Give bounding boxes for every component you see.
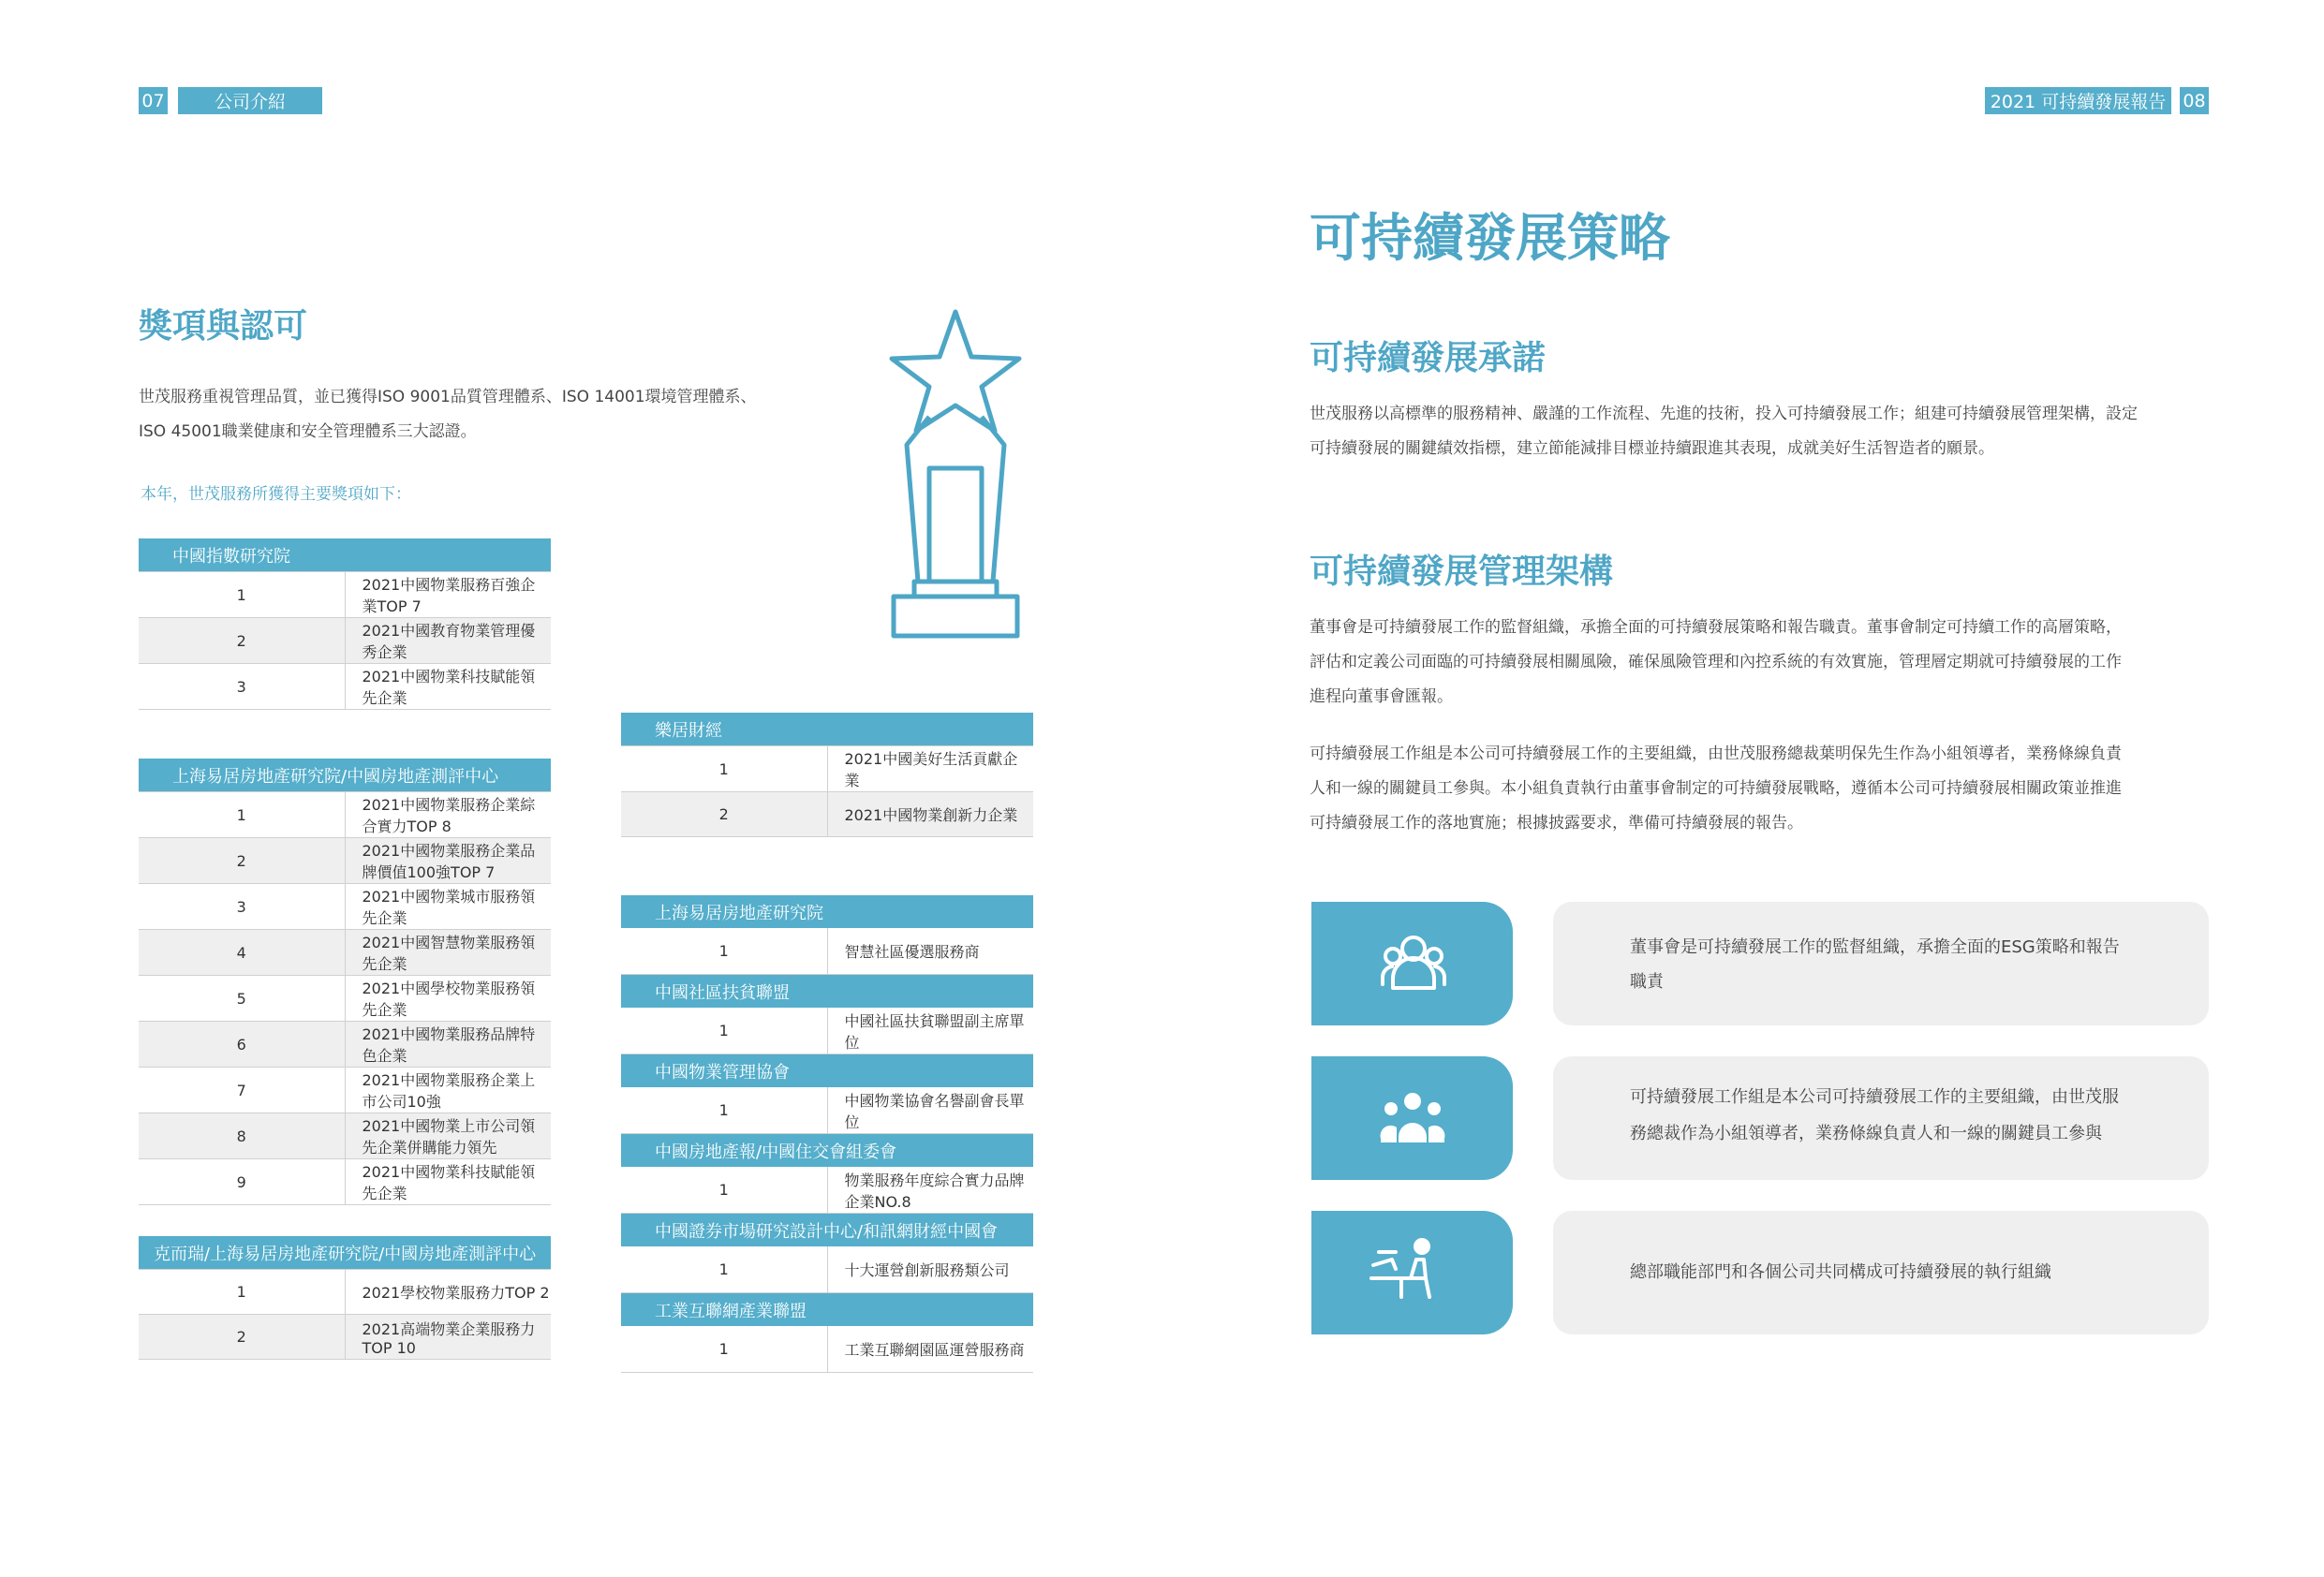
table-row: 1 中國物業協會名譽副會長單位 (621, 1087, 1033, 1134)
table-row: 2 2021中國物業創新力企業 (621, 792, 1033, 837)
table-row: 2 2021中國物業服務企業品牌價值100強TOP 7 (139, 838, 551, 884)
award-table-leju (621, 713, 1033, 837)
award-org-header: 中國房地產報/中國住交會組委會 (621, 1134, 1033, 1168)
award-table-stack (621, 895, 1033, 1373)
table-row: 6 2021中國物業服務品牌特色企業 (139, 1022, 551, 1068)
award-org-header: 克而瑞/上海易居房地產研究院/中國房地產測評中心 (139, 1236, 551, 1270)
framework-p2-line3: 可持續發展工作的落地實施；根據披露要求，準備可持續發展的報告。 (1310, 814, 1803, 833)
award-org-header: 樂居財經 (621, 713, 1033, 746)
framework-p2-line1: 可持續發展工作組是本公司可持續發展工作的主要組織，由世茂服務總裁葉明保先生作為小組領導者，業務條線負責 (1310, 744, 2122, 763)
working-group-card: 可持續發展工作組是本公司可持續發展工作的主要組織，由世茂服 務總裁作為小組領導者，業務條線負責人和一線的關鍵員工參與 (1553, 1056, 2209, 1180)
award-org-header: 中國證券市場研究設計中心/和訊網財經中國會 (621, 1214, 1033, 1247)
commitment-line2: 可持續發展的關鍵績效指標，建立節能減排目標並持續跟進其表現，成就美好生活智造者的願景。 (1310, 439, 1994, 458)
table-row: 5 2021中國學校物業服務領先企業 (139, 976, 551, 1022)
commitment-line1: 世茂服務以高標準的服務精神、嚴謹的工作流程、先進的技術，投入可持續發展工作；組建可持續發展管理架構，設定 (1310, 405, 2138, 423)
functional-dept-tile (1311, 1211, 1513, 1334)
table-row: 1 2021中國物業服務企業綜合實力TOP 8 (139, 792, 551, 838)
team-group-icon (1380, 1090, 1445, 1146)
strategy-title: 可持續發展策略 (1310, 208, 1671, 268)
left-page-number: 07 (139, 87, 168, 114)
functional-dept-card: 總部職能部門和各個公司共同構成可持續發展的執行組織 (1553, 1211, 2209, 1334)
table-row: 2 2021中國教育物業管理優秀企業 (139, 618, 551, 664)
table-row: 3 2021中國物業城市服務領先企業 (139, 884, 551, 930)
awards-intro-line1: 世茂服務重視管理品質，並已獲得ISO 9001品質管理體系、ISO 14001環境管理體系、 (139, 388, 757, 406)
framework-title: 可持續發展管理架構 (1310, 553, 1614, 591)
award-org-header: 工業互聯網產業聯盟 (621, 1293, 1033, 1327)
award-org-header: 中國社區扶貧聯盟 (621, 975, 1033, 1009)
right-page-number: 08 (2180, 87, 2209, 114)
framework-p2-line2: 人和一線的關鍵員工參與。本小組負責執行由董事會制定的可持續發展戰略，遵循本公司可持續發展相關政策並推進 (1310, 779, 2122, 798)
table-row: 1 智慧社區優選服務商 (621, 928, 1033, 975)
table-row: 4 2021中國智慧物業服務領先企業 (139, 930, 551, 976)
report-title-label: 2021 可持續發展報告 (1985, 87, 2171, 114)
table-row: 7 2021中國物業服務企業上市公司10強 (139, 1068, 551, 1113)
award-table-yiju (139, 759, 551, 1205)
table-row: 1 2021中國物業服務百強企業TOP 7 (139, 572, 551, 618)
commitment-title: 可持續發展承諾 (1310, 339, 1547, 377)
awards-intro-line2: ISO 45001職業健康和安全管理體系三大認證。 (139, 422, 477, 441)
award-table-cnindex (139, 538, 551, 710)
table-row: 2 2021高端物業企業服務力TOP 10 (139, 1315, 551, 1360)
desk-worker-icon (1368, 1237, 1443, 1304)
working-group-tile (1311, 1056, 1513, 1180)
award-org-header: 上海易居房地產研究院 (621, 895, 1033, 928)
award-table-cric (139, 1236, 551, 1360)
table-row: 1 工業互聯網園區運營服務商 (621, 1326, 1033, 1373)
awards-lead: 本年，世茂服務所獲得主要獎項如下： (141, 485, 411, 504)
table-row: 1 物業服務年度綜合實力品牌企業NO.8 (621, 1167, 1033, 1214)
table-row: 1 十大運營創新服務類公司 (621, 1246, 1033, 1293)
table-row: 9 2021中國物業科技賦能領先企業 (139, 1159, 551, 1205)
framework-p1-line2: 評估和定義公司面臨的可持續發展相關風險，確保風險管理和內控系統的有效實施，管理層定期就可持續發展的工作 (1310, 653, 2122, 671)
people-outline-icon (1380, 932, 1447, 994)
framework-p1-line1: 董事會是可持續發展工作的監督組織，承擔全面的可持續發展策略和報告職責。董事會制定可持續工作的高層策略， (1310, 618, 2122, 637)
left-section-label: 公司介紹 (178, 87, 322, 114)
award-org-header: 中國指數研究院 (139, 538, 551, 572)
table-row: 8 2021中國物業上市公司領先企業併購能力領先 (139, 1113, 551, 1159)
trophy-icon (881, 304, 1030, 641)
table-row: 1 2021中國美好生活貢獻企業 (621, 746, 1033, 792)
board-tile (1311, 902, 1513, 1025)
table-row: 1 2021學校物業服務力TOP 2 (139, 1270, 551, 1315)
award-org-header: 上海易居房地產研究院/中國房地產測評中心 (139, 759, 551, 792)
board-card: 董事會是可持續發展工作的監督組織，承擔全面的ESG策略和報告 職責 (1553, 902, 2209, 1025)
awards-title: 獎項與認可 (139, 307, 308, 346)
framework-p1-line3: 進程向董事會匯報。 (1310, 687, 1453, 706)
table-row: 1 中國社區扶貧聯盟副主席單位 (621, 1008, 1033, 1054)
table-row: 3 2021中國物業科技賦能領先企業 (139, 664, 551, 710)
award-org-header: 中國物業管理協會 (621, 1054, 1033, 1088)
